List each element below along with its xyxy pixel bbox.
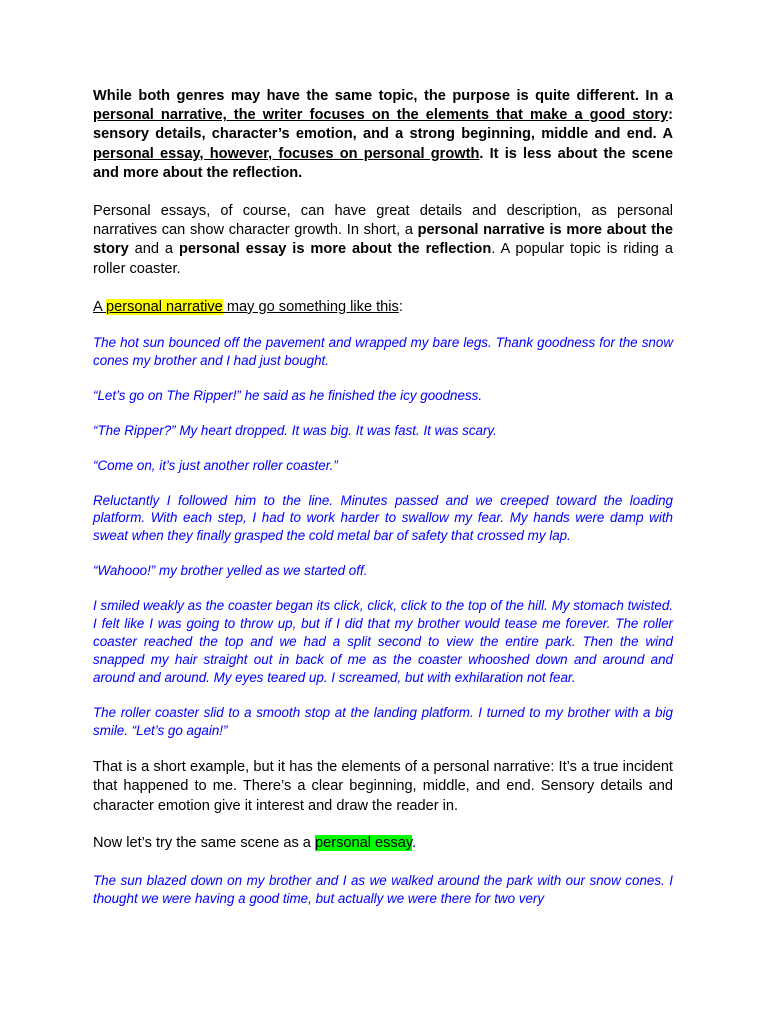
narrative-story-paragraph: “Come on, it’s just another roller coaster.” (93, 457, 338, 473)
narrative-intro-a: A (93, 298, 106, 315)
intro-text-5: . It is less about the scene and more about the reflection. (93, 145, 673, 181)
highlight-personal-essay: personal essay (314, 835, 413, 852)
narrative-story-paragraph: “The Ripper?” My heart dropped. It was big. It was fast. It was scary. (93, 422, 497, 438)
narrative-story-paragraph: The roller coaster slid to a smooth stop at the landing platform. I turned to my brother with a big smile. “Let’s go again!” (93, 704, 673, 738)
intro-text-3: : sensory details, character’s emotion, and a strong beginning, middle and end. A (93, 107, 673, 143)
intro-underlined-narrative: personal narrative, the writer focuses on the elements that make a good story (93, 107, 669, 124)
comparison-bold-essay: personal essay is more about the reflection (179, 241, 492, 258)
narrative-story-paragraph: “Let’s go on The Ripper!” he said as he finished the icy goodness. (93, 387, 483, 403)
intro-text-1: While both genres may have the same topic, the purpose is quite different. In a (93, 88, 673, 104)
comparison-paragraph (93, 202, 673, 279)
comparison-bold-narrative: personal narrative is more about the story (93, 222, 673, 258)
essay-intro-period: . (412, 835, 417, 852)
summary-paragraph: That is a short example, but it has the elements of a personal narrative: It’s a true incident that happened to me. There’s a clear beginning, middle, and end. Sensory details and character emotion give it interest and draw the reader in. (93, 758, 673, 814)
narrative-story-paragraph: I smiled weakly as the coaster began its click, click, click to the top of the hill. My stomach twisted. I felt like I was going to throw up, but if I did that my brother would tease me forever. The roller coaster reached the top and we had a split second to view the entire park. Then the wind snapped my hair straight out in back of me as the coaster whooshed down and around and around and around. My eyes teared up. I screamed, but with exhilaration not fear. (93, 598, 673, 685)
narrative-story-paragraph: “Wahooo!” my brother yelled as we started off. (93, 563, 368, 579)
comparison-text-1: Personal essays, of course, can have great details and description, as personal narratives can show character growth. In short, a (93, 203, 673, 239)
comparison-text-3: and a (128, 241, 179, 258)
essay-intro-text: Now let’s try the same scene as a (93, 835, 315, 852)
essay-intro-line (93, 834, 673, 854)
highlight-personal-narrative: personal narrative (105, 298, 223, 315)
narrative-story-paragraph: The hot sun bounced off the pavement and wrapped my bare legs. Thank goodness for the snow cones my brother and I had just bought. (93, 335, 673, 368)
narrative-intro-colon: : (398, 298, 403, 315)
comparison-text-5: . A popular topic is riding a roller coaster. (93, 241, 673, 277)
narrative-intro-text: may go something like this (222, 298, 399, 315)
document-page (93, 87, 673, 908)
intro-paragraph (93, 87, 673, 183)
narrative-story-paragraph: Reluctantly I followed him to the line. Minutes passed and we creeped toward the loading platform. With each step, I had to work harder to swallow my fear. My hands were damp with sweat when they finally grasped the cold metal bar of safety that crossed my lap. (93, 492, 673, 544)
essay-story-paragraph: The sun blazed down on my brother and I as we walked around the park with our snow cones. I thought we were having a good time, but actually we were there for two very (93, 872, 673, 906)
narrative-intro-line (93, 298, 673, 317)
intro-underlined-essay: personal essay, however, focuses on personal growth (93, 145, 480, 162)
